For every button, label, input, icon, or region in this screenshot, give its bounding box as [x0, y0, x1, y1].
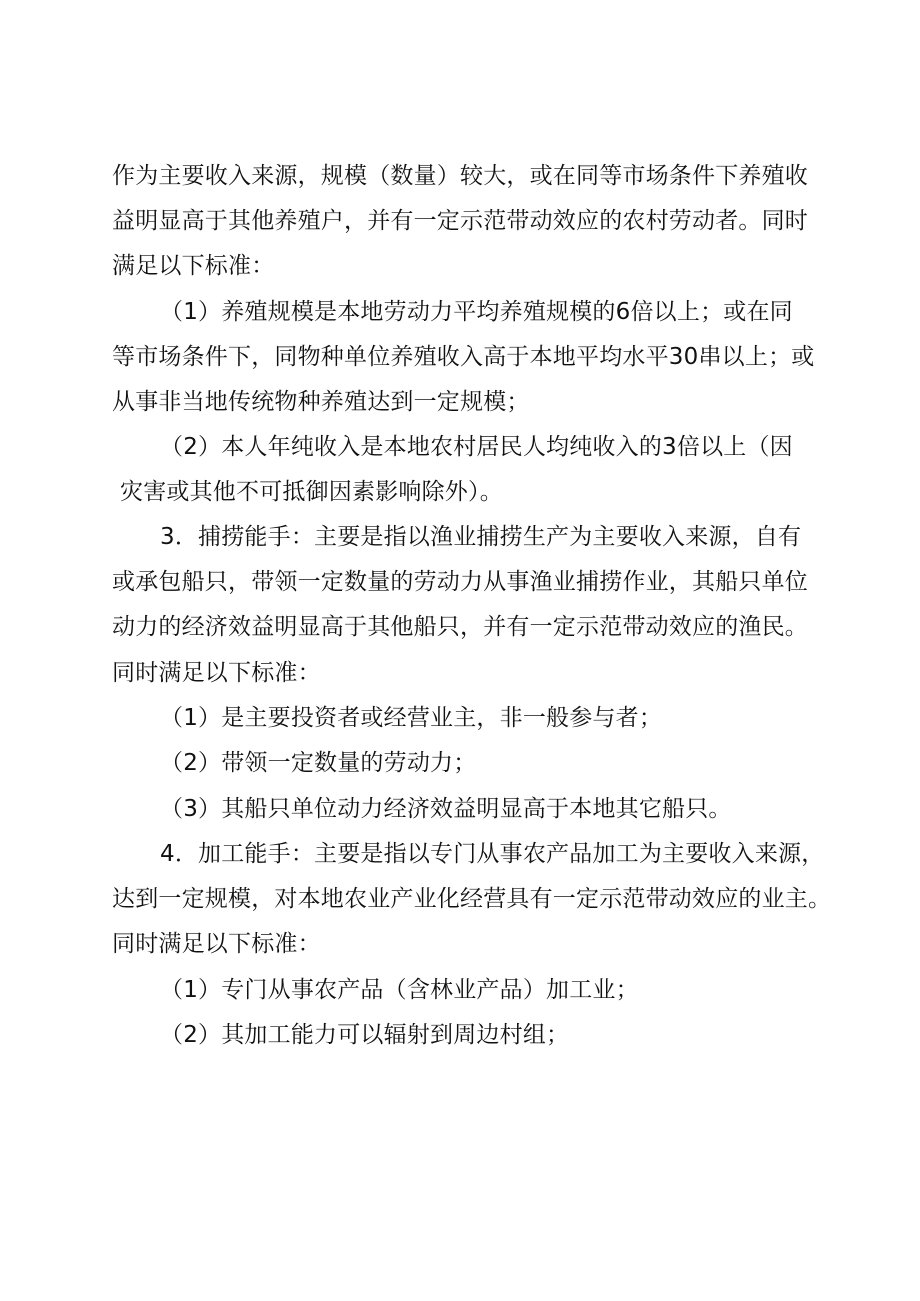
section-heading-3: 3．捕捞能手：主要是指以渔业捕捞生产为主要收入来源，自有: [160, 524, 802, 550]
section-heading-4: 4．加工能手：主要是指以专门从事农产品加工为主要收入来源，: [160, 841, 825, 867]
list-item: （1）专门从事农产品（含林业产品）加工业；: [160, 977, 639, 1003]
list-item: （3）其船只单位动力经济效益明显高于本地其它船只。: [160, 796, 732, 822]
text-line: 益明显高于其他养殖户，并有一定示范带动效应的农村劳动者。同时: [112, 208, 808, 234]
text-line: （2）本人年纯收入是本地农村居民人均纯收入的3倍以上（因: [160, 434, 793, 460]
text-line: 灾害或其他不可抵御因素影响除外）。: [120, 479, 503, 505]
list-item: （2）其加工能力可以辐射到周边村组；: [160, 1022, 570, 1048]
list-item: （2）带领一定数量的劳动力；: [160, 750, 477, 776]
text-line: （1）养殖规模是本地劳动力平均养殖规模的6倍以上；或在同: [160, 299, 793, 325]
text-line: 作为主要收入来源，规模（数量）较大，或在同等市场条件下养殖收: [112, 163, 808, 189]
text-line: 或承包船只，带领一定数量的劳动力从事渔业捕捞作业，其船只单位: [112, 569, 808, 595]
text-line: 同时满足以下标准：: [112, 660, 321, 686]
text-line: 满足以下标准：: [112, 253, 275, 279]
text-line: 达到一定规模，对本地农业产业化经营具有一定示范带动效应的业主。: [112, 886, 832, 912]
text-line: 动力的经济效益明显高于其他船只，并有一定示范带动效应的渔民。: [112, 614, 808, 640]
list-item: （1）是主要投资者或经营业主，非一般参与者；: [160, 705, 663, 731]
text-line: 从事非当地传统物种养殖达到一定规模；: [112, 389, 530, 415]
text-line: 等市场条件下，同物种单位养殖收入高于本地平均水平30串以上；或: [112, 344, 815, 370]
text-line: 同时满足以下标准：: [112, 931, 321, 957]
